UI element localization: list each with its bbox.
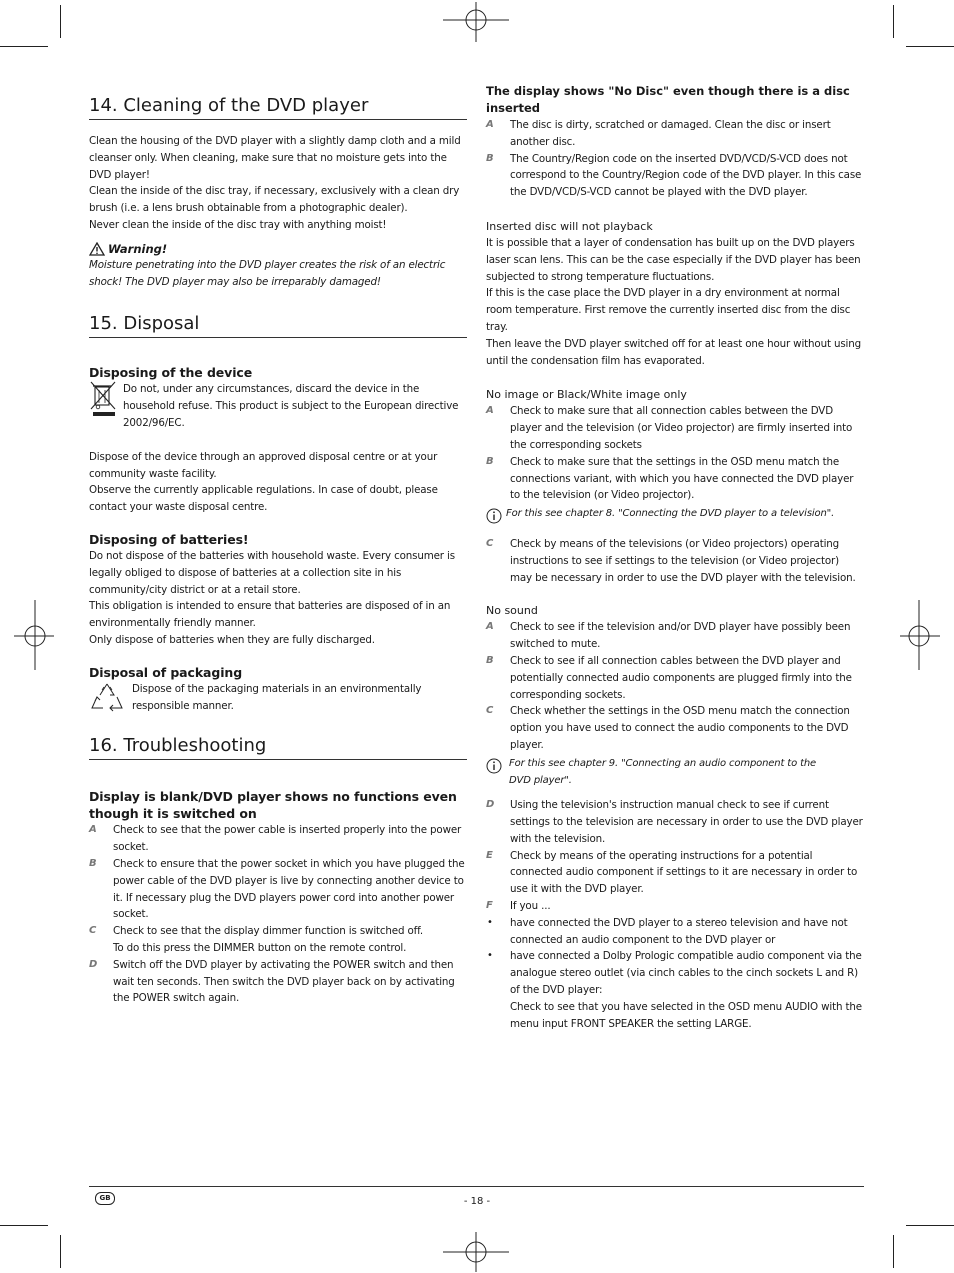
right-column	[486, 80, 864, 1032]
footer-rule	[89, 1186, 864, 1187]
blank-display-heading: Display is blank/DVD player shows no functions even though it is switched on	[89, 789, 457, 822]
item-letter: B	[89, 857, 97, 869]
bullet-item	[486, 948, 864, 1032]
note-text: For this see chapter 8. "Connecting the DVD player to a television".	[506, 508, 835, 520]
registration-mark-icon	[443, 2, 509, 42]
left-column	[89, 80, 467, 1007]
info-icon	[486, 758, 502, 774]
item-text: Check to see that you have selected in the OSD menu AUDIO with the menu input FRONT SPEAKER the setting LARGE.	[510, 1000, 862, 1030]
packaging-disposal-text: Dispose of the packaging materials in an environmentally responsible manner.	[132, 682, 422, 712]
info-note	[486, 756, 864, 790]
item-letter: A	[486, 621, 494, 633]
check-item	[486, 117, 864, 151]
warning-heading	[89, 242, 467, 256]
crossed-out-wheelie-bin-icon	[89, 381, 117, 417]
check-item	[486, 653, 864, 703]
item-letter: B	[486, 455, 494, 467]
item-letter: A	[486, 405, 494, 417]
check-item	[486, 403, 864, 453]
warning-label: Warning!	[108, 241, 168, 256]
bullet-mark: •	[487, 950, 493, 962]
item-text: Check to make sure that the settings in the OSD menu match the connections variant, with which you have connected the DVD player to the television (or Video projector).	[510, 455, 854, 502]
check-item	[486, 619, 864, 653]
packaging-disposal-row	[89, 681, 467, 715]
item-text: To do this press the DIMMER button on the remote control.	[113, 941, 407, 954]
item-text: The Country/Region code on the inserted DVD/VCD/S-VCD does not correspond to the Country/Region code of the DVD player. In this case the DVD/VCD/S-VCD cannot be played with the DVD player.	[510, 152, 862, 199]
device-disposal-text: Observe the currently applicable regulations. In case of doubt, please contact your waste disposal centre.	[89, 484, 438, 514]
check-item	[486, 454, 864, 504]
crop-mark	[60, 1235, 61, 1268]
crop-mark	[893, 1235, 894, 1268]
item-text: have connected the DVD player to a stereo television and have not connected an audio component to the DVD player or	[510, 916, 848, 946]
battery-disposal-text: This obligation is intended to ensure that batteries are disposed of in an environmentally friendly manner.	[89, 600, 451, 630]
no-image-heading: No image or Black/White image only	[486, 388, 687, 402]
cleaning-paragraph: Clean the housing of the DVD player with a slightly damp cloth and a mild cleanser only. When cleaning, make sure that no moisture gets into the DVD player!	[89, 135, 461, 181]
item-text: Using the television's instruction manual check to see if current settings to the television are necessary in order to use the DVD player with the television.	[510, 799, 863, 845]
section-title-disposal: 15. Disposal	[89, 313, 467, 338]
cleaning-paragraph: Clean the inside of the disc tray, if necessary, exclusively with a clean dry brush (i.e. a lens brush obtainable from a photographic dealer).	[89, 185, 460, 215]
crop-mark	[893, 5, 894, 38]
battery-disposal-text: Do not dispose of the batteries with household waste. Every consumer is legally obliged to dispose of batteries at a collection site in his community/city district or at a retail store.	[89, 549, 455, 596]
no-disc-heading: The display shows "No Disc" even though there is a disc inserted	[486, 84, 850, 115]
section-title-cleaning: 14. Cleaning of the DVD player	[89, 95, 467, 120]
section-title-troubleshooting: 16. Troubleshooting	[89, 735, 467, 760]
check-item	[486, 151, 864, 201]
device-disposal-heading: Disposing of the device	[89, 365, 253, 381]
no-playback-heading: Inserted disc will not playback	[486, 219, 653, 233]
item-letter: F	[486, 900, 493, 912]
cleaning-paragraph: Never clean the inside of the disc tray with anything moist!	[89, 218, 387, 231]
no-sound-heading: No sound	[486, 604, 538, 618]
item-letter: B	[486, 654, 494, 666]
registration-mark-icon	[900, 600, 940, 670]
battery-disposal-text: Only dispose of batteries when they are fully discharged.	[89, 633, 375, 646]
crop-mark	[906, 1225, 954, 1226]
packaging-disposal-heading: Disposal of packaging	[89, 664, 243, 680]
country-badge: GB	[95, 1192, 115, 1205]
item-text: Check by means of the televisions (or Video projectors) operating instructions to see if settings to the television (or Video projector) may be necessary in order to use the DVD player with the television.	[510, 537, 856, 584]
item-text: Check to see if the television and/or DVD player have possibly been switched to mute.	[510, 621, 851, 651]
check-item	[89, 856, 467, 923]
item-text: Check whether the settings in the OSD menu match the connection option you have used to connect the audio components to the DVD player.	[510, 705, 850, 751]
recycling-icon	[89, 681, 125, 713]
item-text: Check to make sure that all connection cables between the DVD player and the television (or Video projector) are firmly inserted into the corresponding sockets	[510, 405, 853, 451]
check-item	[89, 822, 467, 856]
item-letter: D	[486, 799, 495, 811]
check-item	[89, 957, 467, 1007]
item-text: Check by means of the operating instructions for a potential connected audio component if settings to it are necessary in order to use it with the DVD player.	[510, 849, 858, 896]
item-letter: D	[89, 958, 98, 970]
warning-text: Moisture penetrating into the DVD player creates the risk of an electric shock! The DVD player may also be irreparably damaged!	[89, 258, 446, 288]
device-disposal-row	[89, 381, 467, 431]
no-playback-text: It is possible that a layer of condensation has built up on the DVD players laser scan lens. This can be the case especially if the DVD player has been subjected to strong temperature fluctuations.	[486, 236, 861, 283]
item-text: Switch off the DVD player by activating the POWER switch and then wait ten seconds. Then switch the DVD player back on by activating the POWER switch again.	[113, 958, 455, 1005]
crop-mark	[60, 5, 61, 38]
device-disposal-text: Do not, under any circumstances, discard the device in the household refuse. This product is subject to the European directive 2002/96/EC.	[123, 383, 459, 429]
no-playback-text: If this is the case place the DVD player in a dry environment at normal room temperature. First remove the currently inserted disc from the disc tray.	[486, 287, 851, 333]
item-letter: B	[486, 152, 494, 164]
check-item	[486, 848, 864, 898]
crop-mark	[0, 1225, 48, 1226]
crop-mark	[906, 46, 954, 47]
item-letter: C	[486, 537, 494, 549]
note-text: For this see chapter 9. "Connecting an audio component to the DVD player".	[509, 757, 817, 786]
item-text: Check to see that the display dimmer function is switched off.	[113, 925, 423, 938]
item-text: have connected a Dolby Prologic compatible audio component via the analogue stereo outlet (via cinch cables to the cinch sockets L and R) of the DVD player:	[510, 950, 862, 997]
no-playback-text: Then leave the DVD player switched off for at least one hour without using until the condensation film has evaporated.	[486, 337, 862, 367]
item-letter: E	[486, 849, 493, 861]
item-text: Check to see if all connection cables between the DVD player and potentially connected audio components are plugged firmly into the corresponding sockets.	[510, 654, 852, 701]
registration-mark-icon	[14, 600, 54, 670]
warning-triangle-icon	[89, 242, 105, 256]
check-item	[486, 703, 864, 753]
item-text: Check to ensure that the power socket in which you have plugged the power cable of the DVD player is live by connecting another device to it. If necessary plug the DVD players power cord into another power socket.	[113, 857, 465, 921]
info-icon	[486, 508, 502, 524]
bullet-mark: •	[487, 916, 493, 928]
battery-disposal-heading: Disposing of batteries!	[89, 531, 249, 547]
item-letter: A	[486, 119, 494, 130]
page-number: - 18 -	[463, 1196, 491, 1207]
check-item	[486, 797, 864, 847]
check-item	[486, 898, 864, 915]
item-letter: C	[89, 925, 97, 937]
item-letter: A	[89, 824, 97, 836]
device-disposal-text: Dispose of the device through an approved disposal centre or at your community waste facility.	[89, 450, 438, 480]
item-text: If you ...	[510, 900, 551, 913]
crop-mark	[0, 46, 48, 47]
item-text: The disc is dirty, scratched or damaged. Clean the disc or insert another disc.	[510, 119, 831, 148]
check-item	[486, 536, 864, 586]
item-text: Check to see that the power cable is inserted properly into the power socket.	[113, 824, 462, 854]
info-note	[486, 506, 864, 523]
bullet-item	[486, 915, 864, 949]
item-letter: C	[486, 705, 494, 717]
registration-mark-icon	[443, 1232, 509, 1272]
check-item	[89, 923, 467, 957]
